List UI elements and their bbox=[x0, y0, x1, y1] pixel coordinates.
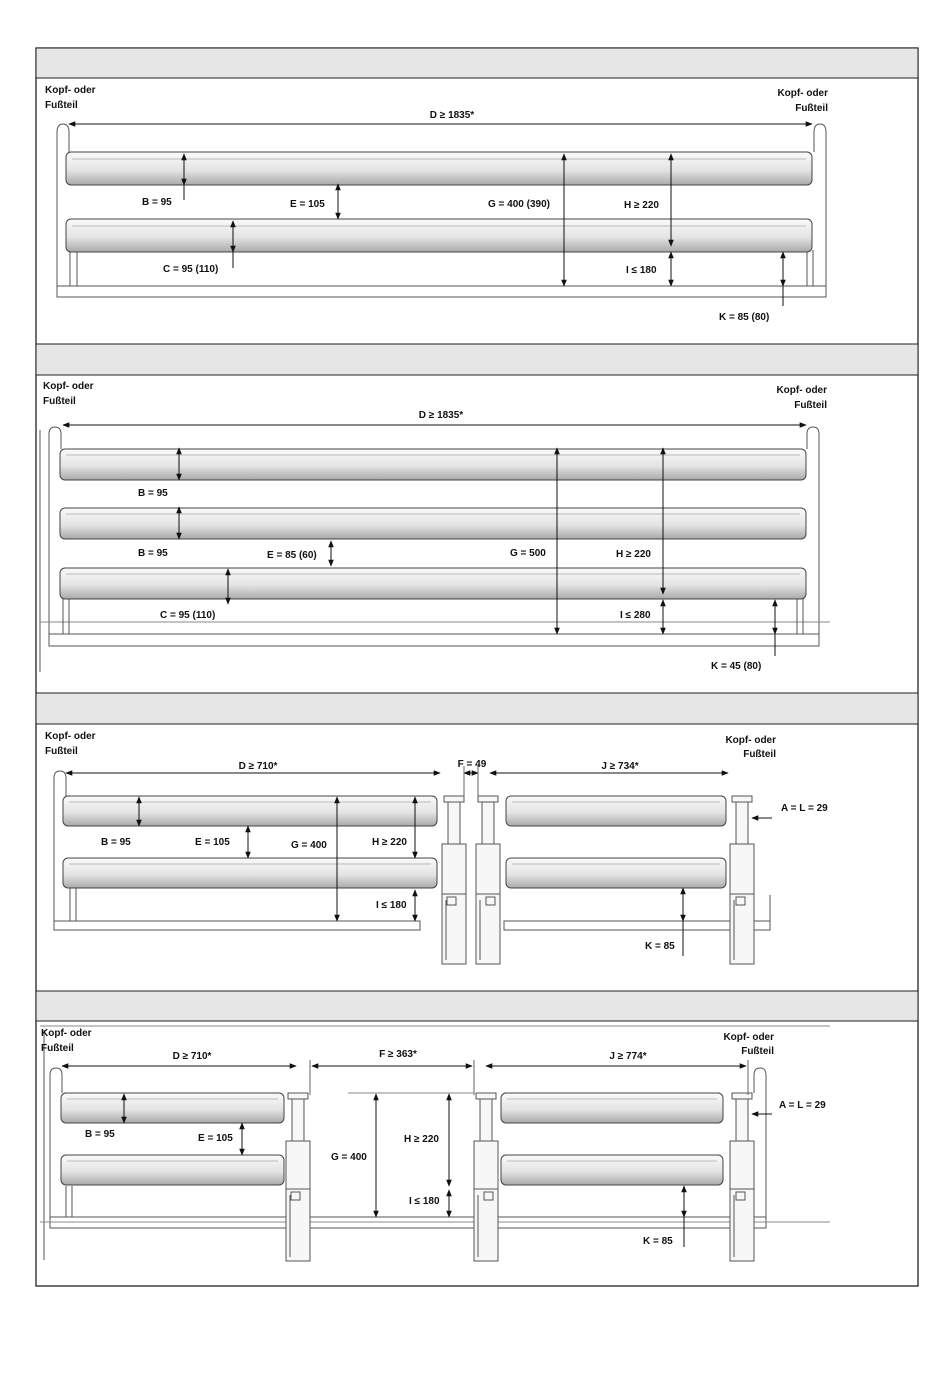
dim-label-B: B = 95 bbox=[138, 488, 168, 499]
dim-label-AL: A = L = 29 bbox=[779, 1100, 826, 1111]
dim-label-D: D ≥ 1835* bbox=[418, 410, 464, 421]
dim-label-K: K = 85 bbox=[643, 1236, 673, 1247]
dim-label-D: D ≥ 710* bbox=[172, 1051, 212, 1062]
panel-3-drawing bbox=[54, 771, 770, 964]
dim-label-C: C = 95 (110) bbox=[160, 610, 216, 621]
dim-label-I: I ≤ 180 bbox=[409, 1196, 440, 1207]
bedpost-right bbox=[730, 796, 754, 964]
head-label-left-2: Fußteil bbox=[43, 396, 76, 407]
dim-label-E: E = 105 bbox=[195, 837, 230, 848]
dim-label-H: H ≥ 220 bbox=[372, 837, 407, 848]
dim-label-F: F = 49 bbox=[457, 759, 487, 770]
dim-label-H: H ≥ 220 bbox=[624, 200, 659, 211]
dim-label-B: B = 95 bbox=[101, 837, 131, 848]
head-label-left-2: Fußteil bbox=[45, 746, 78, 757]
head-label-right-2: Fußteil bbox=[795, 103, 828, 114]
head-label-right-2: Fußteil bbox=[743, 749, 776, 760]
section-header-1 bbox=[36, 48, 918, 78]
dim-label-K: K = 45 (80) bbox=[711, 661, 762, 672]
head-label-right-2: Fußteil bbox=[794, 400, 827, 411]
head-label-right-1: Kopf- oder bbox=[776, 385, 827, 396]
dim-label-AL: A = L = 29 bbox=[781, 803, 828, 814]
head-label-left-1: Kopf- oder bbox=[45, 731, 96, 742]
dim-label-F: F ≥ 363* bbox=[379, 1049, 417, 1060]
dim-label-K: K = 85 (80) bbox=[719, 312, 770, 323]
dim-label-I: I ≤ 280 bbox=[620, 610, 651, 621]
dim-label-E: E = 105 bbox=[198, 1133, 233, 1144]
dim-label-C: C = 95 (110) bbox=[163, 264, 219, 275]
dim-label-D: D ≥ 710* bbox=[238, 761, 278, 772]
dim-label-E: E = 105 bbox=[290, 199, 325, 210]
head-label-right-1: Kopf- oder bbox=[723, 1032, 774, 1043]
bedpost-middle bbox=[476, 796, 500, 964]
bedpost-right bbox=[730, 1093, 754, 1261]
dim-label-B: B = 95 bbox=[142, 197, 172, 208]
head-label-right-2: Fußteil bbox=[741, 1046, 774, 1057]
head-label-left-2: Fußteil bbox=[45, 100, 78, 111]
panel-1-labels bbox=[45, 85, 828, 323]
head-label-left-1: Kopf- oder bbox=[41, 1028, 92, 1039]
dim-label-G: G = 500 bbox=[510, 548, 546, 559]
head-label-right-1: Kopf- oder bbox=[725, 735, 776, 746]
dim-label-B: B = 95 bbox=[85, 1129, 115, 1140]
head-label-left-2: Fußteil bbox=[41, 1043, 74, 1054]
dim-label-I: I ≤ 180 bbox=[626, 265, 657, 276]
panel-4-labels bbox=[41, 1028, 826, 1247]
panel-3-labels bbox=[45, 731, 828, 952]
dim-label-E: E = 85 (60) bbox=[267, 550, 317, 561]
panel-1-dimensions bbox=[69, 124, 812, 306]
dim-label-D: D ≥ 1835* bbox=[429, 110, 475, 121]
head-label-left-1: Kopf- oder bbox=[45, 85, 96, 96]
dim-label-I: I ≤ 180 bbox=[376, 900, 407, 911]
dim-label-B: B = 95 bbox=[138, 548, 168, 559]
dim-label-H: H ≥ 220 bbox=[616, 549, 651, 560]
dim-label-J: J ≥ 734* bbox=[601, 761, 639, 772]
head-label-left-1: Kopf- oder bbox=[43, 381, 94, 392]
dim-label-G: G = 400 bbox=[331, 1152, 367, 1163]
dim-label-G: G = 400 (390) bbox=[488, 199, 550, 210]
dim-label-J: J ≥ 774* bbox=[609, 1051, 647, 1062]
section-header-4 bbox=[36, 991, 918, 1021]
section-header-3 bbox=[36, 693, 918, 724]
dim-label-H: H ≥ 220 bbox=[404, 1134, 439, 1145]
head-label-right-1: Kopf- oder bbox=[777, 88, 828, 99]
bedpost-middle bbox=[474, 1093, 498, 1261]
bedpost-left bbox=[442, 796, 466, 964]
dim-label-K: K = 85 bbox=[645, 941, 675, 952]
bedpost-left bbox=[286, 1093, 310, 1261]
section-header-2 bbox=[36, 344, 918, 375]
dim-label-G: G = 400 bbox=[291, 840, 327, 851]
